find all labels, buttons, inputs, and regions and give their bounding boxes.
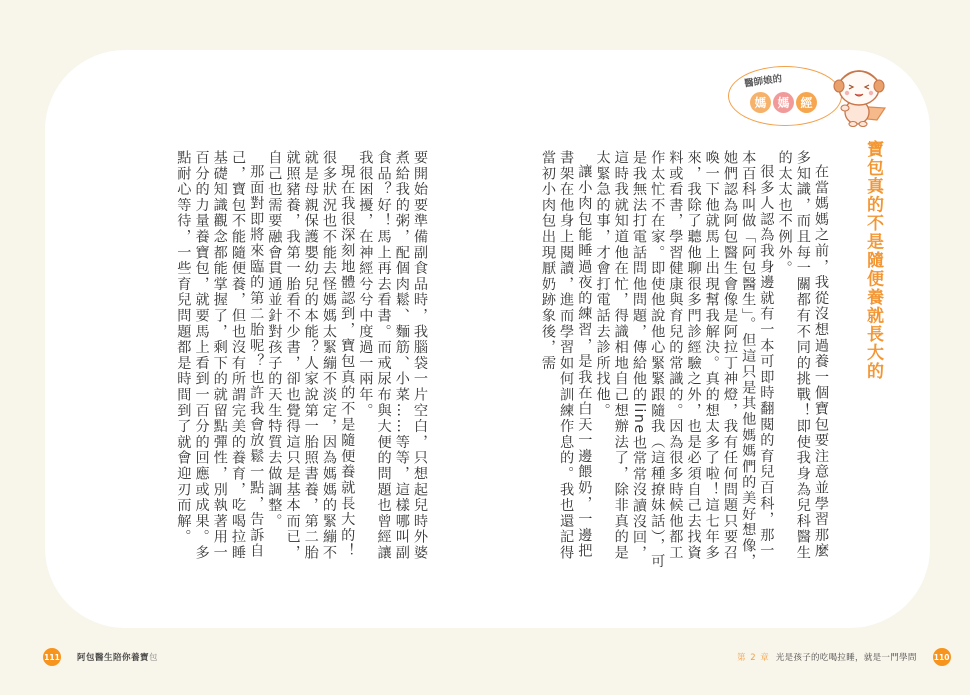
left-page-body (163, 150, 429, 570)
badge-chars (750, 92, 817, 113)
book-title-main: 阿包醫生陪你養寶 (77, 653, 150, 663)
page-number-right: 110 (933, 648, 951, 666)
left-footer (43, 648, 158, 666)
book-title-tail: 包 (149, 653, 159, 663)
right-footer (737, 648, 951, 666)
cat-doctor-mascot-icon (823, 58, 893, 138)
book-title (77, 651, 158, 663)
paragraph: 現在我很深刻地體認到，寶包真的不是隨便養就長大的！很多狀況也不能去怪媽媽太緊繃不淡定，因為媽媽的緊繃不就是母親保護嬰幼兒的本能？人家說第一胎照書養，第二胎就照豬養，我第一胎看不少書，卻也覺得這只是基本而已，自己也需要融會貫通並針對孩子的天生特質去做調整。 (266, 150, 356, 561)
paragraph: 那面對即將來臨的第二胎呢？也許我會放鬆一點，告訴自己，寶包不能隨便養，但也沒有所謂完美的養育，吃喝拉睡基礎知識觀念都能掌握了，剩下的就留點彈性，別執著用一百分的力量養寶包，就要馬上看到一百分的回應或成果。多點耐心等待，一些育兒問題都是時間到了就會迎刃而解。 (175, 150, 265, 561)
right-page-body (539, 150, 830, 570)
badge-char: 媽 (773, 92, 794, 113)
chapter-label: 第 2 章 (737, 653, 770, 663)
paragraph: 要開始要準備副食品時，我腦袋一片空白，只想起兒時外婆煮給我的粥，配個肉鬆、麵筋、小菜……等等，這樣哪叫副食品？好！馬上再去看書。而戒尿布與大便的問題也曾經讓我很困擾，在神經兮兮中度過一兩年。 (357, 150, 428, 561)
paragraph: 在當媽媽之前，我從沒想過養一個寶包要注意並學習那麼多知識，而且每一關都有不同的挑戰！即使我身為兒科醫生的太太也不例外。 (776, 150, 829, 561)
article-title: 寶包真的不是隨便養就長大的 (863, 140, 883, 381)
badge-char: 媽 (750, 92, 771, 113)
page-number-left: 111 (43, 648, 61, 666)
badge-small-label: 醫師娘的 (743, 73, 783, 90)
badge-char: 經 (796, 92, 817, 113)
paragraph: 讓小肉包能睡過夜的練習，是我在白天一邊餵奶，一邊把書架在他身上閱讀，進而學習如何訓練作息的。我也還記得當初小肉包出現厭奶跡象後，需 (539, 150, 593, 561)
column-badge (728, 58, 898, 133)
paragraph: 很多人認為我身邊就有一本可即時翻閱的育兒百科，那一本百科叫做「阿包醫生」。但這只是其他媽媽們的美好想像，她們認為阿包醫生會像是阿拉丁神燈，我有任何問題只要召喚一下他就馬上出現幫我解決。真的想太多了啦！這七年多來，我除了聽他聊很多門診經驗之外，也是必須自己去找資料或看書，學習健康與育兒的常識的。因為很多時候他都工作太忙不在家。即使他說他心緊緊跟隨我（這種撩妹話），可是我無法打電話問他問題，傳給他的line也常常沒讀沒回，這時我就知道他在忙，得識相地自己想辦法了，除非真的是太緊急的事，才會打電話去診所找他。 (594, 150, 775, 570)
chapter-title: 光是孩子的吃喝拉睡，就是一門學問 (775, 653, 917, 663)
